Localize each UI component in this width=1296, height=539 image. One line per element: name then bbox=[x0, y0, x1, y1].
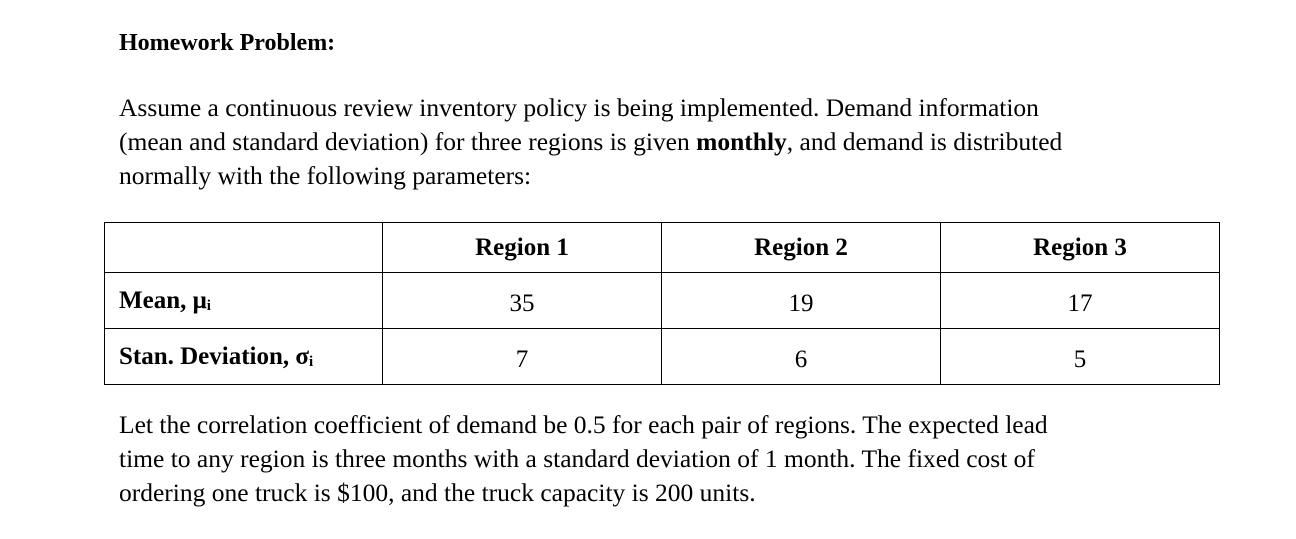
cell-mean-region-2: 19 bbox=[662, 273, 941, 329]
row-label-std-dev-text: Stan. Deviation, σ bbox=[119, 342, 310, 370]
closing-line-3: ordering one truck is $100, and the truck capacity is 200 units. bbox=[119, 478, 756, 507]
row-label-mean-subscript: i bbox=[206, 297, 211, 314]
intro-line-2 bbox=[119, 125, 1062, 159]
intro-line-2-end: , and demand is distributed bbox=[786, 127, 1063, 156]
closing-line-2: time to any region is three months with a standard deviation of 1 month. The fixed cost of bbox=[119, 444, 1035, 473]
header-cell-blank bbox=[105, 223, 383, 273]
row-label-mean-text: Mean, μ bbox=[119, 286, 207, 314]
closing-line-1: Let the correlation coefficient of demand be 0.5 for each pair of regions. The expected lead bbox=[119, 410, 1048, 439]
table-row-std-dev bbox=[105, 329, 1220, 385]
cell-std-dev-region-2: 6 bbox=[662, 329, 941, 385]
closing-paragraph bbox=[119, 408, 1048, 510]
intro-line-2-start: (mean and standard deviation) for three regions is given bbox=[119, 127, 697, 156]
intro-paragraph bbox=[119, 91, 1062, 193]
intro-emphasis-monthly: monthly bbox=[696, 127, 787, 156]
row-label-std-dev bbox=[105, 329, 383, 385]
table-row-mean bbox=[105, 273, 1220, 329]
cell-std-dev-region-1: 7 bbox=[383, 329, 662, 385]
cell-mean-region-1: 35 bbox=[383, 273, 662, 329]
cell-mean-region-3: 17 bbox=[941, 273, 1220, 329]
demand-parameters-table bbox=[104, 222, 1220, 385]
table-header-row bbox=[105, 223, 1220, 273]
header-cell-region-1: Region 1 bbox=[383, 223, 662, 273]
problem-heading: Homework Problem: bbox=[119, 30, 336, 56]
row-label-std-dev-subscript: i bbox=[309, 353, 314, 370]
intro-line-3: normally with the following parameters: bbox=[119, 161, 532, 190]
header-cell-region-3: Region 3 bbox=[941, 223, 1220, 273]
cell-std-dev-region-3: 5 bbox=[941, 329, 1220, 385]
header-cell-region-2: Region 2 bbox=[662, 223, 941, 273]
row-label-mean bbox=[105, 273, 383, 329]
intro-line-1: Assume a continuous review inventory policy is being implemented. Demand information bbox=[119, 93, 1039, 122]
